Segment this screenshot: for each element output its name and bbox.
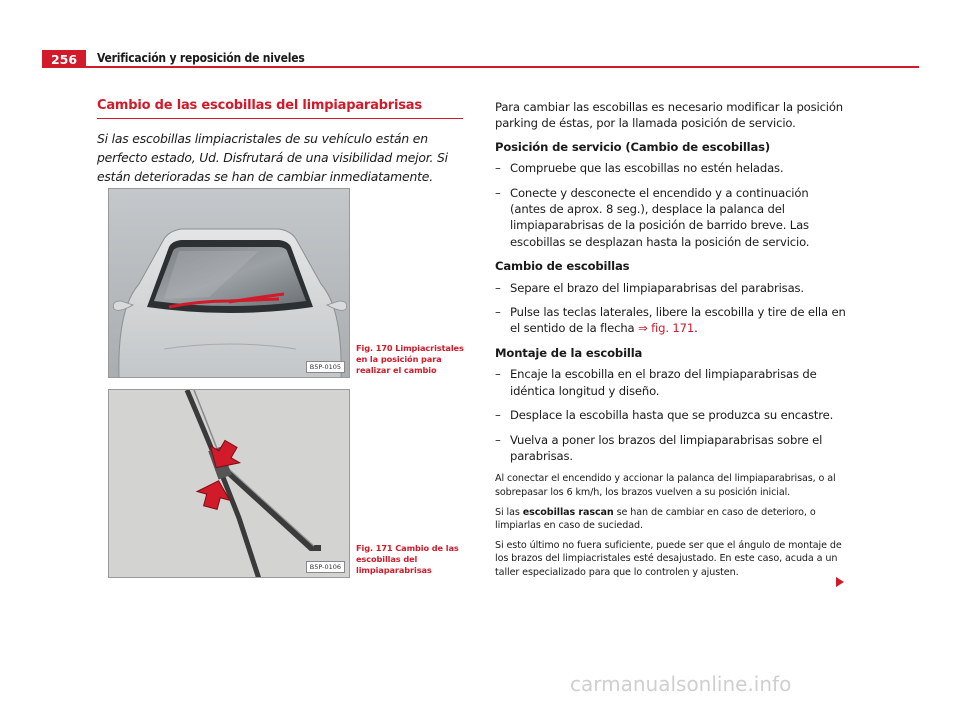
watermark: carmanualsonline.info — [570, 672, 792, 696]
figure-code: B5P-0105 — [306, 361, 345, 373]
figure-170-caption: Fig. 170 Limpiacristales en la posición para realizar el cambio — [356, 343, 464, 375]
note-workshop: Si esto último no fuera suficiente, puede ser que el ángulo de montaje de los brazos del limpiacristales esté desajustado. En este caso, acuda a un taller especializado para que lo controlen y ajusten. — [495, 539, 842, 578]
paragraph-intro: Para cambiar las escobillas es necesario modificar la posición parking de éstas, por la llamada posición de servicio. — [495, 100, 844, 131]
car-windshield-illustration — [109, 189, 350, 378]
subhead-service-position: Posición de servicio (Cambio de escobillas) — [495, 139, 771, 154]
page-number: 256 — [42, 50, 86, 68]
list-item: – Separe el brazo del limpiaparabrisas del parabrisas. — [495, 280, 804, 295]
subhead-blade-change: Cambio de escobillas — [495, 259, 630, 274]
figure-reference-link[interactable]: ⇒ fig. 171 — [638, 321, 695, 336]
list-item: – Desplace la escobilla hasta que se produzca su encastre. — [495, 408, 834, 423]
header-rule — [42, 66, 919, 68]
note-return-position: Al conectar el encendido y accionar la palanca del limpiaparabrisas, o al sobrepasar los 6 km/h, los brazos vuelven a su posición inicial. — [495, 473, 836, 498]
header-title: Verificación y reposición de niveles — [97, 51, 305, 65]
section-title: Cambio de las escobillas del limpiaparabrisas — [97, 98, 463, 119]
intro-text: Si las escobillas limpiacristales de su vehículo están en perfecto estado, Ud. Disfrutará de una visibilidad mejor. Si están deterioradas se han de cambiar inmediatamente. — [97, 131, 448, 184]
list-item: – Compruebe que las escobillas no estén heladas. — [495, 161, 784, 176]
note-replace-blades: Si las escobillas rascan se han de cambiar en caso de deterioro, o limpiarlas en caso de suciedad. — [495, 506, 816, 532]
left-column — [97, 98, 463, 186]
right-column — [495, 99, 847, 585]
figure-171-caption: Fig. 171 Cambio de las escobillas del limpiaparabrisas — [356, 543, 459, 575]
subhead-blade-mounting: Montaje de la escobilla — [495, 345, 643, 360]
figure-code: B5P-0106 — [306, 561, 345, 573]
figure-170-windshield — [108, 188, 350, 378]
continue-arrow-icon — [836, 577, 844, 587]
figure-171-wiper — [108, 389, 350, 578]
list-item: – Vuelva a poner los brazos del limpiaparabrisas sobre el parabrisas. — [495, 432, 823, 463]
list-item: – Conecte y desconecte el encendido y a continuación (antes de aprox. 8 seg.), desplace la palanca del limpiaparabrisas de la posición de barrido breve. Las escobillas se desplazan hasta la posición de servicio. — [495, 185, 810, 249]
list-item: – Encaje la escobilla en el brazo del limpiaparabrisas de idéntica longitud y diseño. — [495, 367, 817, 398]
list-item: – Pulse las teclas laterales, libere la escobilla y tire de ella en el sentido de la flecha ⇒ fig. 171. — [495, 305, 846, 336]
wiper-blade-illustration — [109, 390, 350, 578]
